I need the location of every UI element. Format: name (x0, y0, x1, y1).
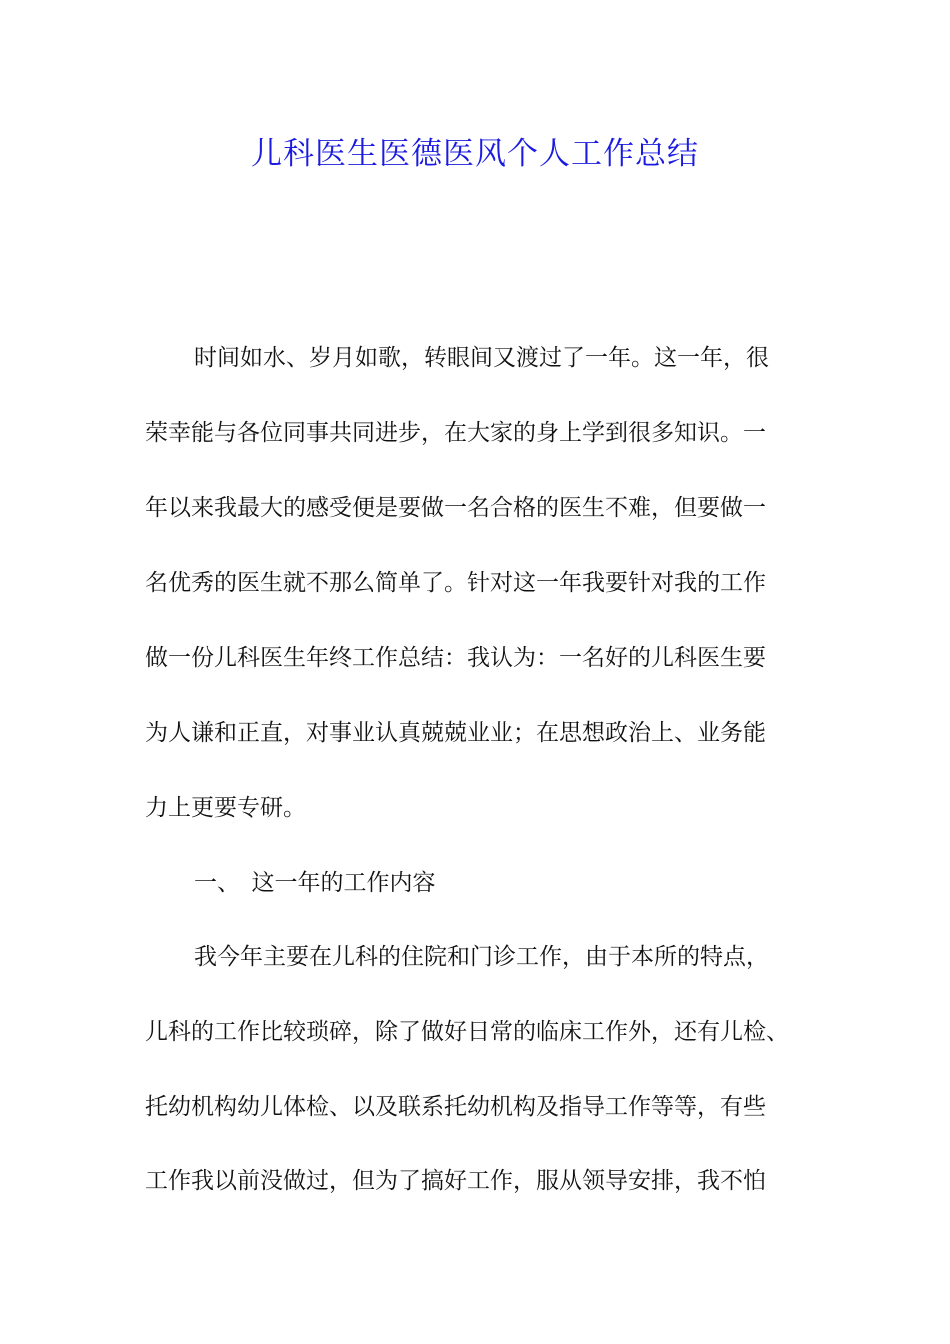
paragraph-line: 托幼机构幼儿体检、以及联系托幼机构及指导工作等等，有些 (145, 1094, 766, 1120)
paragraph-line: 力上更要专研。 (145, 795, 306, 821)
section-heading: 一、 这一年的工作内容 (194, 870, 436, 896)
document-title: 儿科医生医德医风个人工作总结 (251, 136, 699, 172)
paragraph-line: 时间如水、岁月如歌，转眼间又渡过了一年。这一年，很 (194, 345, 769, 371)
paragraph-line: 年以来我最大的感受便是要做一名合格的医生不难，但要做一 (145, 495, 766, 521)
paragraph-line: 做一份儿科医生年终工作总结：我认为：一名好的儿科医生要 (145, 645, 766, 671)
paragraph-line: 工作我以前没做过，但为了搞好工作，服从领导安排，我不怕 (145, 1168, 766, 1194)
paragraph-line: 儿科的工作比较琐碎，除了做好日常的临床工作外，还有儿检、 (145, 1019, 789, 1045)
paragraph-line: 我今年主要在儿科的住院和门诊工作，由于本所的特点， (194, 944, 769, 970)
paragraph-line: 名优秀的医生就不那么简单了。针对这一年我要针对我的工作 (145, 570, 766, 596)
paragraph-line: 为人谦和正直，对事业认真兢兢业业；在思想政治上、业务能 (145, 720, 766, 746)
paragraph-line: 荣幸能与各位同事共同进步，在大家的身上学到很多知识。一 (145, 420, 766, 446)
